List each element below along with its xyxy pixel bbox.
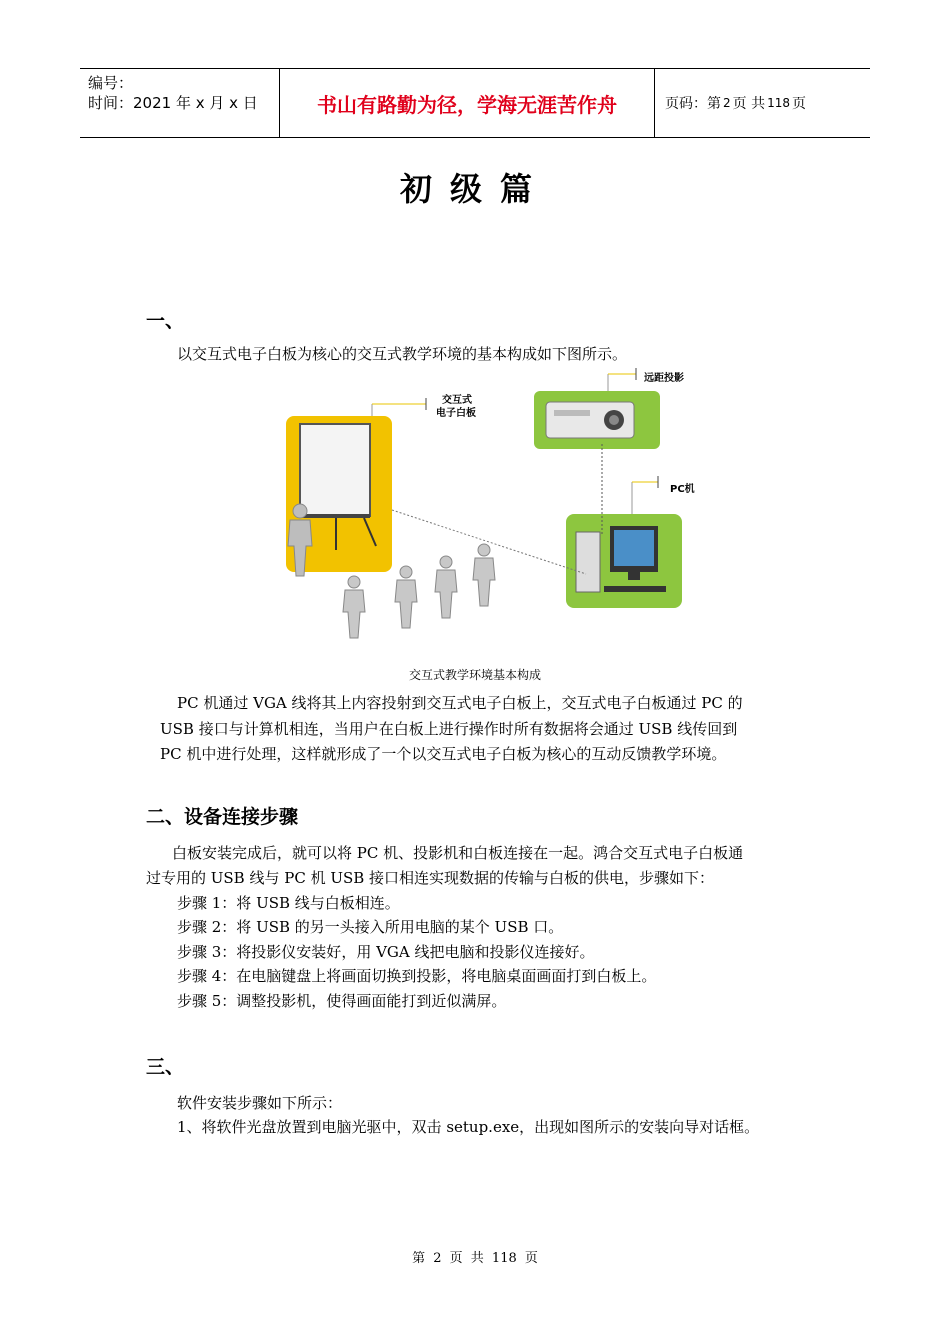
document-header-table <box>80 68 870 138</box>
section2-body-line2: 过专用的 USB 线与 PC 机 USB 接口相连实现数据的传输与白板的供电，步骤如下： <box>146 869 715 887</box>
environment-diagram <box>276 364 696 654</box>
section1-intro: 以交互式电子白板为核心的交互式教学环境的基本构成如下图所示。 <box>177 345 628 363</box>
section3-body-line2: 1、将软件光盘放置到电脑光驱中，双击 setup.exe，出现如图所示的安装向导对话框。 <box>177 1118 760 1136</box>
page-suffix: 页 <box>792 96 806 112</box>
step-item: 步骤 2：将 USB 的另一头接入所用电脑的某个 USB 口。 <box>177 918 564 936</box>
pc-label: PC机 <box>670 484 695 495</box>
page-mid: 页 共 <box>732 96 766 112</box>
section1-body-line3: PC 机中进行处理，这样就形成了一个以交互式电子白板为核心的互动反馈教学环境。 <box>160 745 727 763</box>
section1-body-line1: PC 机通过 VGA 线将其上内容投射到交互式电子白板上，交互式电子白板通过 PC 的 <box>177 694 743 712</box>
page-title: 初级篇 <box>399 170 550 208</box>
section1-body-line2: USB 接口与计算机相连，当用户在白板上进行操作时所有数据将会通过 USB 线传回到 <box>160 720 738 738</box>
header-meta-cell <box>80 69 280 137</box>
step-item: 步骤 5：调整投影机，使得画面能打到近似满屏。 <box>177 992 507 1010</box>
section3-heading: 三、 <box>146 1056 185 1078</box>
whiteboard-label-2: 电子白板 <box>436 408 476 419</box>
whiteboard-label-1: 交互式 <box>442 395 472 406</box>
header-number-label: 编号： <box>88 74 134 92</box>
page-total: 118 <box>767 96 790 110</box>
section1-heading: 一、 <box>146 310 185 332</box>
header-page-info <box>655 69 870 137</box>
step-item: 步骤 4：在电脑键盘上将画面切换到投影，将电脑桌面画面打到白板上。 <box>177 967 657 985</box>
step-item: 步骤 1：将 USB 线与白板相连。 <box>177 894 400 912</box>
header-time-label: 时间：2021 年 x 月 x 日 <box>88 94 258 112</box>
page-footer: 第 2 页 共 118 页 <box>412 1251 538 1266</box>
section2-heading: 二、设备连接步骤 <box>146 806 299 828</box>
section3-body-line1: 软件安装步骤如下所示： <box>177 1094 343 1112</box>
diagram-caption: 交互式教学环境基本构成 <box>408 668 541 682</box>
page-current: 2 <box>723 96 731 110</box>
step-item: 步骤 3：将投影仪安装好，用 VGA 线把电脑和投影仪连接好。 <box>177 943 595 961</box>
projector-label: 远距投影 <box>644 373 684 384</box>
page-prefix: 页码：第 <box>665 96 721 112</box>
header-motto: 书山有路勤为径，学海无涯苦作舟 <box>280 69 655 137</box>
section2-body-line1: 白板安装完成后，就可以将 PC 机、投影机和白板连接在一起。鸿合交互式电子白板通 <box>172 844 744 862</box>
projector-icon <box>546 402 634 438</box>
